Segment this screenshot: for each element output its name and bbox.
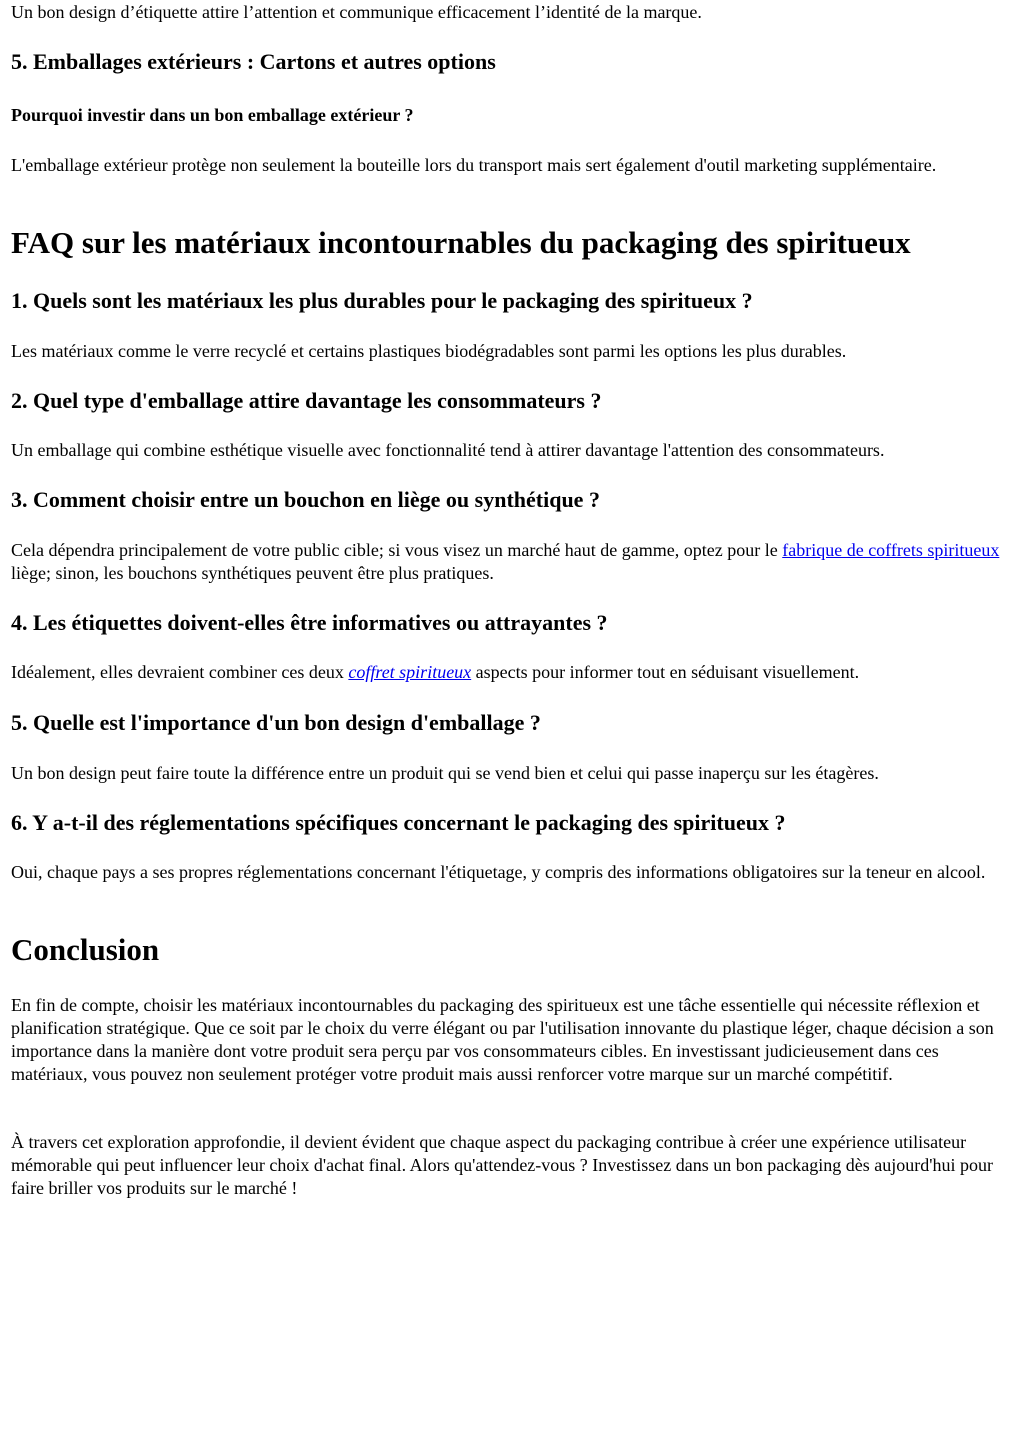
faq-answer-1: Les matériaux comme le verre recyclé et certains plastiques biodégradables sont parmi les options les plus durables. bbox=[11, 341, 847, 361]
section5-subheading: Pourquoi investir dans un bon emballage extérieur ? bbox=[11, 105, 414, 125]
faq-answer-4-after: aspects pour informer tout en séduisant visuellement. bbox=[471, 662, 860, 682]
faq-question-1: 1. Quels sont les matériaux les plus durables pour le packaging des spiritueux ? bbox=[11, 288, 753, 313]
faq-question-6: 6. Y a-t-il des réglementations spécifiques concernant le packaging des spiritueux ? bbox=[11, 810, 786, 835]
faq-question-4: 4. Les étiquettes doivent-elles être informatives ou attrayantes ? bbox=[11, 610, 608, 635]
faq-answer-6: Oui, chaque pays a ses propres réglementations concernant l'étiquetage, y compris des informations obligatoires sur la teneur en alcool. bbox=[11, 862, 986, 882]
faq-answer-3-before: Cela dépendra principalement de votre public cible; si vous visez un marché haut de gamme, optez pour le bbox=[11, 540, 783, 560]
faq-answer-3 bbox=[11, 539, 1011, 585]
faq-question-2: 2. Quel type d'emballage attire davantage les consommateurs ? bbox=[11, 388, 602, 413]
faq-answer-4 bbox=[11, 661, 1016, 684]
faq-question-5: 5. Quelle est l'importance d'un bon design d'emballage ? bbox=[11, 710, 541, 735]
fabrique-coffrets-link[interactable]: fabrique de coffrets spiritueux bbox=[782, 540, 1000, 560]
faq-answer-2: Un emballage qui combine esthétique visuelle avec fonctionnalité tend à attirer davantage l'attention des consommateurs. bbox=[11, 440, 885, 460]
intro-paragraph: Un bon design d’étiquette attire l’attention et communique efficacement l’identité de la marque. bbox=[11, 2, 702, 22]
conclusion-paragraph-1: En fin de compte, choisir les matériaux incontournables du packaging des spiritueux est une tâche essentielle qui nécessite réflexion et planification stratégique. Que ce soit par le choix du verre élégant ou par l'utilisation innovante du plastique léger, chaque décision a son importance dans la manière dont votre produit sera perçu par vos consommateurs cibles. En investissant judicieusement dans ces matériaux, vous pouvez non seulement protéger votre produit mais aussi renforcer votre marque sur un marché compétitif. bbox=[11, 995, 994, 1084]
conclusion-paragraph-2: À travers cet exploration approfondie, il devient évident que chaque aspect du packaging contribue à créer une expérience utilisateur mémorable qui peut influencer leur choix d'achat final. Alors qu'attendez-vous ? Investissez dans un bon packaging dès aujourd'hui pour faire briller vos produits sur le marché ! bbox=[11, 1132, 993, 1198]
section5-paragraph: L'emballage extérieur protège non seulement la bouteille lors du transport mais sert également d'outil marketing supplémentaire. bbox=[11, 155, 937, 175]
faq-title: FAQ sur les matériaux incontournables du packaging des spiritueux bbox=[11, 225, 911, 260]
faq-answer-4-before: Idéalement, elles devraient combiner ces deux bbox=[11, 662, 349, 682]
coffret-spiritueux-link[interactable]: coffret spiritueux bbox=[348, 662, 472, 682]
faq-answer-5: Un bon design peut faire toute la différence entre un produit qui se vend bien et celui qui passe inaperçu sur les étagères. bbox=[11, 763, 879, 783]
faq-question-3: 3. Comment choisir entre un bouchon en liège ou synthétique ? bbox=[11, 487, 600, 512]
conclusion-title: Conclusion bbox=[11, 932, 160, 967]
section5-heading: 5. Emballages extérieurs : Cartons et autres options bbox=[11, 49, 496, 74]
faq-answer-3-after: liège; sinon, les bouchons synthétiques peuvent être plus pratiques. bbox=[11, 563, 494, 583]
